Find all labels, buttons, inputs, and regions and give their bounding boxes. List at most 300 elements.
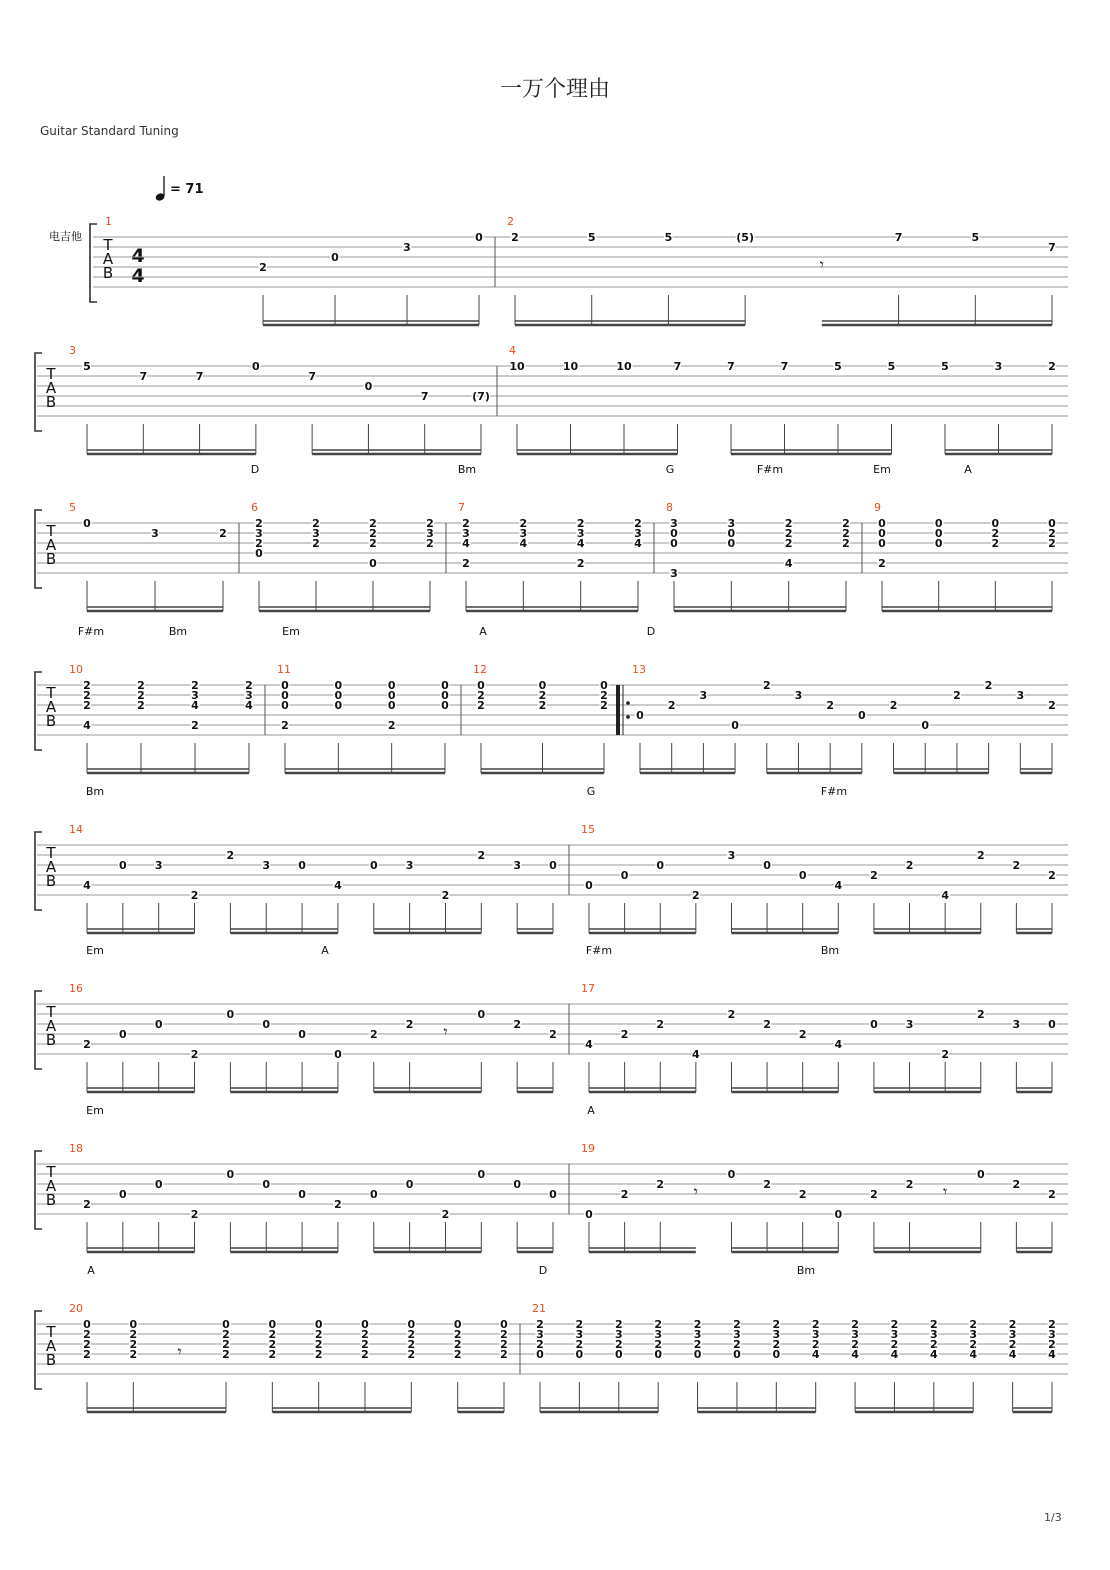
fret-number: (7) <box>472 390 490 403</box>
fret-number: 0 <box>387 679 396 692</box>
fret-number: 0 <box>387 689 396 702</box>
fret-number: 2 <box>83 1038 91 1051</box>
system-bracket <box>35 832 42 910</box>
fret-number: 0 <box>298 1188 306 1201</box>
fret-number: 2 <box>226 849 235 862</box>
fret-number: 2 <box>634 517 642 530</box>
chord-name: Bm <box>796 1264 816 1277</box>
fret-number: 0 <box>83 1318 91 1331</box>
fret-number: 0 <box>513 1178 521 1191</box>
tempo-value: = 71 <box>170 182 204 197</box>
fret-number: 2 <box>1008 1318 1017 1331</box>
fret-number: 3 <box>969 1328 978 1341</box>
fret-number: 2 <box>976 1008 985 1021</box>
tab-clef-letter: B <box>45 550 57 568</box>
fret-number: 0 <box>314 1318 323 1331</box>
fret-number: 2 <box>905 859 914 872</box>
fret-number: 2 <box>441 889 450 902</box>
fret-number: 2 <box>426 537 434 550</box>
fret-number: 4 <box>941 889 949 902</box>
fret-number: 2 <box>83 1348 91 1361</box>
fret-number: 2 <box>190 889 199 902</box>
fret-number: 2 <box>969 1338 978 1351</box>
system-bracket <box>35 1151 42 1229</box>
system-bracket <box>35 510 42 588</box>
fret-number: 2 <box>314 1338 323 1351</box>
fret-number: 0 <box>226 1008 235 1021</box>
chord-name: Bm <box>168 625 188 638</box>
time-sig-bottom: 4 <box>131 265 145 287</box>
fret-number: 0 <box>119 859 127 872</box>
fret-number: 5 <box>587 231 596 244</box>
system-bracket <box>35 672 42 750</box>
fret-number: 2 <box>600 689 608 702</box>
fret-number: 2 <box>259 261 267 274</box>
rest-icon: 𝄾 <box>693 1182 698 1201</box>
fret-number: 2 <box>83 689 91 702</box>
fret-number: 0 <box>331 251 339 264</box>
tab-clef-letter: B <box>45 1031 57 1049</box>
fret-number: 10 <box>616 360 632 373</box>
measure-number: 16 <box>69 982 83 995</box>
fret-number: 0 <box>222 1318 230 1331</box>
fret-number: 0 <box>585 879 593 892</box>
fret-number: 2 <box>798 1188 807 1201</box>
instrument-name: 电吉他 <box>49 230 82 243</box>
fret-number: 2 <box>137 699 145 712</box>
fret-number: 2 <box>1048 537 1056 550</box>
fret-number: 2 <box>763 1018 771 1031</box>
fret-number: 2 <box>83 1328 91 1341</box>
fret-number: 2 <box>245 679 253 692</box>
fret-number: 0 <box>656 859 665 872</box>
fret-number: 3 <box>536 1328 544 1341</box>
fret-number: 2 <box>600 699 608 712</box>
fret-number: 2 <box>953 689 961 702</box>
fret-number: 2 <box>129 1338 138 1351</box>
fret-number: (5) <box>736 231 755 244</box>
fret-number: 2 <box>369 537 377 550</box>
fret-number: 0 <box>693 1348 702 1361</box>
chord-name: A <box>87 1264 95 1277</box>
fret-number: 0 <box>477 1168 486 1181</box>
fret-number: 0 <box>255 547 263 560</box>
measure-number: 15 <box>581 823 595 836</box>
measure-number: 13 <box>632 663 646 676</box>
fret-number: 0 <box>129 1318 138 1331</box>
measure-number: 20 <box>69 1302 83 1315</box>
fret-number: 4 <box>1008 1348 1017 1361</box>
fret-number: 2 <box>407 1328 416 1341</box>
fret-number: 2 <box>83 1198 91 1211</box>
fret-number: 0 <box>154 1018 163 1031</box>
fret-number: 2 <box>477 699 485 712</box>
tab-clef-letter: A <box>45 858 57 876</box>
fret-number: 2 <box>222 1348 230 1361</box>
fret-number: 3 <box>405 859 414 872</box>
tab-clef-letter: T <box>46 684 56 702</box>
fret-number: 2 <box>575 1338 584 1351</box>
fret-number: 0 <box>575 1348 584 1361</box>
tab-clef-letter: A <box>102 250 114 268</box>
fret-number: 0 <box>772 1348 781 1361</box>
chord-name: A <box>321 944 329 957</box>
fret-number: 2 <box>763 1178 771 1191</box>
time-sig-top: 4 <box>131 245 145 267</box>
fret-number: 2 <box>851 1318 859 1331</box>
fret-number: 2 <box>511 231 519 244</box>
chord-name: G <box>665 463 675 476</box>
fret-number: 3 <box>255 527 263 540</box>
fret-number: 0 <box>620 869 629 882</box>
fret-number: 2 <box>890 1318 899 1331</box>
tab-clef-letter: T <box>46 365 56 383</box>
fret-number: 3 <box>1008 1328 1017 1341</box>
tab-clef-letter: A <box>45 379 57 397</box>
fret-number: 2 <box>83 679 91 692</box>
system-bracket <box>35 1311 42 1389</box>
fret-number: 0 <box>334 679 343 692</box>
fret-number: 2 <box>500 1348 508 1361</box>
rest-icon: 𝄾 <box>819 255 824 274</box>
fret-number: 0 <box>727 1168 736 1181</box>
fret-number: 2 <box>693 1318 702 1331</box>
chord-name: F#m <box>756 463 784 476</box>
fret-number: 3 <box>851 1328 859 1341</box>
fret-number: 7 <box>894 231 903 244</box>
fret-number: 0 <box>858 709 866 722</box>
fret-number: 2 <box>369 1028 378 1041</box>
fret-number: 2 <box>772 1318 781 1331</box>
measure-number: 19 <box>581 1142 595 1155</box>
fret-number: 3 <box>905 1018 914 1031</box>
fret-number: 2 <box>312 537 320 550</box>
fret-number: 0 <box>878 527 886 540</box>
fret-number: 2 <box>268 1348 277 1361</box>
fret-number: 2 <box>772 1338 781 1351</box>
fret-number: 0 <box>334 699 343 712</box>
fret-number: 0 <box>407 1318 416 1331</box>
fret-number: 2 <box>784 537 793 550</box>
fret-number: 2 <box>667 699 676 712</box>
fret-number: 0 <box>921 719 930 732</box>
fret-number: 3 <box>727 849 736 862</box>
fret-number: 3 <box>191 689 199 702</box>
fret-number: 2 <box>811 1318 820 1331</box>
measure-number: 4 <box>509 344 516 357</box>
fret-number: 3 <box>634 527 642 540</box>
fret-number: 2 <box>500 1328 508 1341</box>
fret-number: 2 <box>576 557 585 570</box>
fret-number: 2 <box>930 1318 938 1331</box>
fret-number: 2 <box>191 719 199 732</box>
chord-name: D <box>250 463 260 476</box>
fret-number: 2 <box>654 1338 662 1351</box>
fret-number: 0 <box>268 1318 277 1331</box>
chord-name: D <box>538 1264 548 1277</box>
measure-number: 5 <box>69 501 76 514</box>
fret-number: 3 <box>1012 1018 1021 1031</box>
fret-number: 5 <box>887 360 896 373</box>
fret-number: 2 <box>387 719 396 732</box>
tab-clef-letter: T <box>46 1003 56 1021</box>
fret-number: 2 <box>268 1338 277 1351</box>
fret-number: 2 <box>519 517 528 530</box>
fret-number: 2 <box>314 1328 323 1341</box>
tab-clef-letter: B <box>45 1351 57 1369</box>
fret-number: 2 <box>870 869 878 882</box>
fret-number: 3 <box>733 1328 741 1341</box>
fret-number: 0 <box>364 380 373 393</box>
tab-clef-letter: T <box>46 1163 56 1181</box>
fret-number: 0 <box>262 1018 271 1031</box>
fret-number: 4 <box>519 537 528 550</box>
fret-number: 2 <box>268 1328 277 1341</box>
fret-number: 5 <box>83 360 91 373</box>
fret-number: 2 <box>1008 1338 1017 1351</box>
fret-number: 2 <box>1048 360 1056 373</box>
measure-number: 10 <box>69 663 83 676</box>
fret-number: 3 <box>245 689 253 702</box>
tab-clef-letter: A <box>45 698 57 716</box>
fret-number: 5 <box>941 360 949 373</box>
fret-number: 5 <box>834 360 842 373</box>
fret-number: 10 <box>509 360 525 373</box>
fret-number: 2 <box>219 527 227 540</box>
fret-number: 2 <box>137 689 145 702</box>
tab-clef-letter: A <box>45 1177 57 1195</box>
chord-name: G <box>586 785 596 798</box>
fret-number: 2 <box>334 1198 342 1211</box>
fret-number: 2 <box>930 1338 938 1351</box>
fret-number: 2 <box>976 849 985 862</box>
fret-number: 2 <box>462 557 470 570</box>
fret-number: 0 <box>387 699 396 712</box>
fret-number: 2 <box>538 699 547 712</box>
fret-number: 0 <box>475 231 483 244</box>
fret-number: 2 <box>83 1338 91 1351</box>
fret-number: 2 <box>1048 1338 1056 1351</box>
fret-number: 7 <box>308 370 316 383</box>
fret-number: 0 <box>298 1028 306 1041</box>
fret-number: 2 <box>407 1348 416 1361</box>
fret-number: 2 <box>733 1338 741 1351</box>
fret-number: 2 <box>889 699 898 712</box>
fret-number: 0 <box>934 537 943 550</box>
fret-number: 0 <box>441 679 449 692</box>
fret-number: 2 <box>281 719 289 732</box>
fret-number: 2 <box>991 537 1000 550</box>
fret-number: 2 <box>1048 1318 1056 1331</box>
fret-number: 4 <box>576 537 585 550</box>
fret-number: 2 <box>255 537 263 550</box>
fret-number: 2 <box>575 1318 584 1331</box>
fret-number: 0 <box>281 699 289 712</box>
fret-number: 4 <box>811 1348 820 1361</box>
fret-number: 3 <box>403 241 411 254</box>
fret-number: 2 <box>811 1338 820 1351</box>
chord-name: Bm <box>457 463 477 476</box>
fret-number: 2 <box>453 1348 462 1361</box>
measure-number: 1 <box>105 215 112 228</box>
fret-number: 2 <box>513 1018 521 1031</box>
fret-number: 0 <box>670 527 678 540</box>
measure-number: 6 <box>251 501 258 514</box>
fret-number: 0 <box>119 1028 127 1041</box>
fret-number: 2 <box>784 527 793 540</box>
fret-number: 0 <box>731 719 739 732</box>
tab-clef-letter: T <box>46 522 56 540</box>
fret-number: 2 <box>369 527 377 540</box>
fret-number: 0 <box>536 1348 544 1361</box>
fret-number: 2 <box>361 1338 369 1351</box>
fret-number: 0 <box>405 1178 414 1191</box>
tab-clef-letter: B <box>45 393 57 411</box>
fret-number: 5 <box>664 231 673 244</box>
measure-number: 7 <box>458 501 465 514</box>
fret-number: 7 <box>195 370 204 383</box>
fret-number: 2 <box>984 679 993 692</box>
tab-clef-letter: B <box>102 264 114 282</box>
fret-number: 3 <box>930 1328 938 1341</box>
fret-number: 2 <box>477 689 485 702</box>
chord-name: A <box>479 625 487 638</box>
fret-number: 2 <box>549 1028 557 1041</box>
fret-number: 2 <box>83 699 91 712</box>
fret-number: 0 <box>934 527 943 540</box>
song-title: 一万个理由 <box>499 77 610 102</box>
fret-number: 3 <box>1048 1328 1056 1341</box>
fret-number: 4 <box>890 1348 899 1361</box>
measure-number: 14 <box>69 823 83 836</box>
measure-number: 18 <box>69 1142 83 1155</box>
fret-number: 2 <box>1048 869 1056 882</box>
fret-number: 2 <box>369 517 377 530</box>
fret-number: 4 <box>930 1348 938 1361</box>
rest-icon: 𝄾 <box>443 1022 448 1041</box>
fret-number: 2 <box>405 1018 414 1031</box>
measure-number: 3 <box>69 344 76 357</box>
fret-number: 0 <box>976 1168 985 1181</box>
fret-number: 3 <box>312 527 320 540</box>
fret-number: 3 <box>811 1328 820 1341</box>
fret-number: 0 <box>1048 517 1056 530</box>
tab-clef-letter: T <box>46 844 56 862</box>
fret-number: 3 <box>1016 689 1025 702</box>
fret-number: 0 <box>262 1178 271 1191</box>
fret-number: 2 <box>851 1338 859 1351</box>
fret-number: 0 <box>154 1178 163 1191</box>
chord-name: F#m <box>820 785 848 798</box>
fret-number: 2 <box>129 1328 138 1341</box>
chord-name: Bm <box>85 785 105 798</box>
fret-number: 2 <box>733 1318 741 1331</box>
fret-number: 3 <box>699 689 708 702</box>
fret-number: 2 <box>255 517 263 530</box>
fret-number: 3 <box>890 1328 899 1341</box>
system-bracket <box>90 224 97 302</box>
fret-number: 2 <box>890 1338 899 1351</box>
fret-number: 2 <box>842 537 850 550</box>
fret-number: 7 <box>780 360 789 373</box>
measure-number: 8 <box>666 501 673 514</box>
rest-icon: 𝄾 <box>943 1182 948 1201</box>
fret-number: 2 <box>477 849 486 862</box>
fret-number: 7 <box>673 360 682 373</box>
chord-name: Em <box>873 463 891 476</box>
tab-clef-letter: A <box>45 1017 57 1035</box>
repeat-dot <box>626 715 630 719</box>
fret-number: 4 <box>1048 1348 1056 1361</box>
page-number: 1/3 <box>1044 1511 1062 1524</box>
fret-number: 3 <box>994 360 1003 373</box>
fret-number: 0 <box>252 360 260 373</box>
fret-number: 2 <box>1012 1178 1021 1191</box>
fret-number: 7 <box>1048 241 1056 254</box>
fret-number: 2 <box>654 1318 662 1331</box>
fret-number: 4 <box>585 1038 593 1051</box>
tab-clef-letter: A <box>45 1337 57 1355</box>
fret-number: 2 <box>361 1328 369 1341</box>
fret-number: 2 <box>1012 859 1021 872</box>
fret-number: 3 <box>151 527 159 540</box>
fret-number: 0 <box>538 679 547 692</box>
chord-name: Bm <box>820 944 840 957</box>
fret-number: 3 <box>654 1328 662 1341</box>
fret-number: 0 <box>614 1348 623 1361</box>
fret-number: 3 <box>462 527 470 540</box>
fret-number: 2 <box>941 1048 949 1061</box>
fret-number: 2 <box>129 1348 138 1361</box>
fret-number: 0 <box>600 679 608 692</box>
fret-number: 3 <box>575 1328 584 1341</box>
fret-number: 0 <box>654 1348 662 1361</box>
fret-number: 0 <box>549 1188 557 1201</box>
fret-number: 0 <box>441 699 449 712</box>
fret-number: 0 <box>369 557 377 570</box>
fret-number: 7 <box>139 370 148 383</box>
chord-name: Em <box>282 625 300 638</box>
fret-number: 2 <box>500 1338 508 1351</box>
tab-clef-letter: T <box>103 236 113 254</box>
fret-number: 0 <box>281 679 289 692</box>
fret-number: 0 <box>878 517 886 530</box>
fret-number: 2 <box>137 679 145 692</box>
measure-number: 21 <box>532 1302 546 1315</box>
fret-number: 3 <box>727 517 736 530</box>
system-bracket <box>35 991 42 1069</box>
fret-number: 2 <box>620 1028 629 1041</box>
fret-number: 0 <box>477 1008 486 1021</box>
fret-number: 0 <box>298 859 306 872</box>
fret-number: 0 <box>878 537 886 550</box>
fret-number: 2 <box>842 517 850 530</box>
fret-number: 2 <box>842 527 850 540</box>
fret-number: 3 <box>576 527 585 540</box>
fret-number: 0 <box>585 1208 593 1221</box>
fret-number: 2 <box>222 1338 230 1351</box>
fret-number: 0 <box>636 709 644 722</box>
fret-number: 2 <box>620 1188 629 1201</box>
chord-name: D <box>646 625 656 638</box>
fret-number: 4 <box>834 879 843 892</box>
fret-number: 0 <box>1048 1018 1056 1031</box>
fret-number: 3 <box>670 567 678 580</box>
fret-number: 2 <box>222 1328 230 1341</box>
fret-number: 0 <box>281 689 289 702</box>
fret-number: 4 <box>191 699 199 712</box>
chord-name: A <box>964 463 972 476</box>
